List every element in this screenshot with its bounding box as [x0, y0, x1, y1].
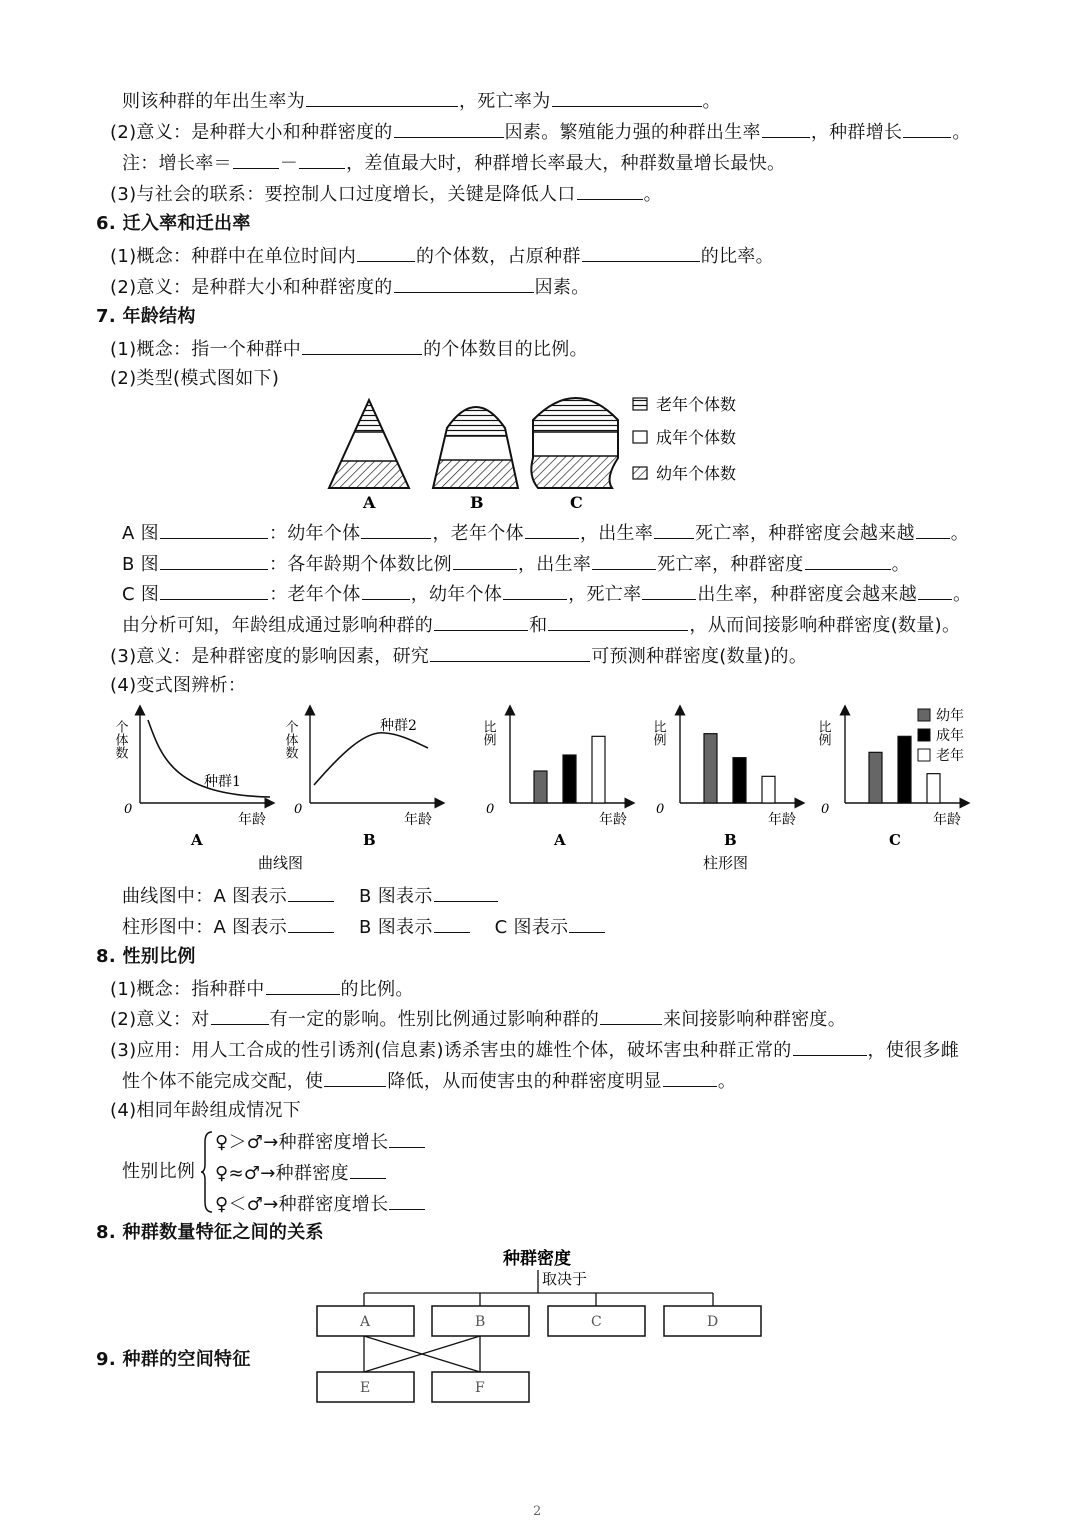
blank[interactable] — [918, 581, 952, 600]
bar-legend-young-swatch — [918, 709, 930, 721]
svg-text:E: E — [360, 1380, 371, 1396]
blank[interactable] — [389, 1191, 425, 1210]
blank[interactable] — [582, 243, 700, 262]
blank[interactable] — [160, 551, 268, 570]
blank[interactable] — [525, 520, 579, 539]
blank[interactable] — [503, 581, 567, 600]
curve-1-label: 种群1 — [204, 774, 241, 790]
text-line-e: (3)意义：是种群密度的影响因素，研究 可预测种群密度(数量)的。 — [110, 643, 807, 669]
blank[interactable] — [569, 914, 605, 933]
box-a — [317, 1306, 414, 1336]
text-line-b: B 图 ：各年龄期个体数比例 ，出生率 死亡率，种群密度 。 — [122, 551, 910, 577]
blank[interactable] — [350, 1160, 386, 1179]
panel-label-a: A — [554, 831, 566, 849]
page-number: 2 — [533, 1504, 542, 1519]
blank[interactable] — [577, 181, 643, 200]
text-line-m: (4)相同年龄组成情况下 — [110, 1100, 302, 1121]
bar-b-young — [704, 734, 717, 803]
blank[interactable] — [663, 1068, 717, 1087]
depends-label: 取决于 — [542, 1270, 588, 1288]
text-line-3: 注：增长率＝ － ，差值最大时，种群增长率最大，种群数量增长最快。 — [122, 150, 785, 176]
panel-label-b: B — [724, 831, 737, 849]
heading-9: 9. 种群的空间特征 — [96, 1349, 251, 1370]
blank[interactable] — [762, 119, 810, 138]
text-line-4: (3)与社会的联系：要控制人口过度增长，关键是降低人口 。 — [110, 181, 662, 207]
legend-old-label: 老年个体数 — [656, 395, 737, 414]
bar-c-old — [927, 774, 940, 803]
pyramid-label-a: A — [363, 493, 376, 512]
bar-chart-b — [651, 710, 801, 849]
heading-7: 7. 年龄结构 — [96, 306, 196, 327]
x-axis-label: 年龄 — [768, 812, 796, 828]
curve-line-2 — [314, 733, 428, 785]
box-b — [432, 1306, 529, 1336]
text-line-d: 由分析可知，年龄组成通过影响种群的 和 ，从而间接影响种群密度(数量)。 — [122, 612, 960, 638]
pyramid-c — [525, 388, 625, 491]
blank[interactable] — [357, 243, 415, 262]
bar-chart-a — [481, 710, 631, 849]
pyramid-b — [425, 398, 525, 488]
blank[interactable] — [430, 643, 590, 662]
panel-label-b: B — [363, 831, 376, 849]
x-axis-label: 年龄 — [238, 812, 266, 828]
blank[interactable] — [642, 581, 696, 600]
sex-ratio-label: 性别比例 — [122, 1161, 196, 1182]
variant-charts — [110, 700, 980, 878]
text-line-i: (1)概念：指种群中 的比例。 — [110, 976, 414, 1002]
blank[interactable] — [160, 581, 268, 600]
bar-caption: 柱形图 — [703, 854, 749, 872]
svg-text:F: F — [475, 1380, 485, 1396]
blank[interactable] — [434, 883, 498, 902]
svg-text:B: B — [475, 1314, 486, 1330]
text-line-7: (1)概念：指一个种群中 的个体数目的比例。 — [110, 336, 588, 362]
bar-legend-young: 幼年 — [936, 708, 964, 724]
text-line-5: (1)概念：种群中在单位时间内 的个体数，占原种群 的比率。 — [110, 243, 774, 269]
blank[interactable] — [266, 976, 340, 995]
blank[interactable] — [324, 1068, 386, 1087]
text-line-6: (2)意义：是种群大小和种群密度的 因素。 — [110, 274, 590, 300]
heading-8: 8. 性别比例 — [96, 946, 196, 967]
legend-adult-label: 成年个体数 — [656, 428, 737, 447]
box-d — [664, 1306, 761, 1336]
curve-chart-b — [283, 710, 441, 849]
age-pyramid-figure — [320, 388, 760, 516]
blank[interactable] — [552, 88, 702, 107]
text-line-h: 柱形图中：A 图表示 B 图表示 C 图表示 — [122, 914, 606, 940]
x-axis-label: 年龄 — [404, 812, 432, 828]
svg-text:C: C — [591, 1314, 602, 1330]
blank[interactable] — [453, 551, 517, 570]
blank[interactable] — [288, 914, 334, 933]
panel-label-c: C — [889, 831, 901, 849]
blank[interactable] — [592, 551, 656, 570]
bar-a-young — [534, 771, 547, 803]
legend-adult-swatch — [633, 431, 647, 443]
blank[interactable] — [362, 581, 410, 600]
curve-caption: 曲线图 — [258, 854, 304, 872]
zero-label: 0 — [656, 802, 665, 817]
zero-label: 0 — [294, 802, 303, 817]
box-f — [432, 1372, 529, 1402]
blank[interactable] — [394, 119, 504, 138]
legend-young-label: 幼年个体数 — [656, 464, 737, 483]
zero-label: 0 — [124, 802, 133, 817]
y-axis-label: 个体数 — [282, 720, 298, 759]
curve-chart-a — [113, 710, 271, 849]
pyramid-a — [320, 400, 420, 488]
text-line-a: A 图 ：幼年个体 ，老年个体 ，出生率 死亡率，种群密度会越来越 。 — [122, 520, 969, 546]
bar-c-adult — [898, 736, 911, 803]
svg-text:A: A — [360, 1314, 371, 1330]
blank[interactable] — [654, 520, 694, 539]
blank[interactable] — [389, 1129, 425, 1148]
bar-legend-adult: 成年 — [936, 728, 964, 744]
text-line-c: C 图 ：老年个体 ，幼年个体 ，死亡率 出生率，种群密度会越来越 。 — [122, 581, 971, 607]
blank[interactable] — [361, 520, 431, 539]
blank[interactable] — [394, 274, 534, 293]
text-line-2: (2)意义：是种群大小和种群密度的 因素。繁殖能力强的种群出生率 ，种群增长 。 — [110, 119, 971, 145]
bar-legend-adult-swatch — [918, 729, 930, 741]
x-axis-label: 年龄 — [599, 812, 627, 828]
blank[interactable] — [434, 914, 470, 933]
blank[interactable] — [288, 883, 334, 902]
blank[interactable] — [916, 520, 950, 539]
text-line-l: 性个体不能完成交配，使 降低，从而使害虫的种群密度明显 。 — [122, 1068, 736, 1094]
heading-6: 6. 迁入率和迁出率 — [96, 213, 251, 234]
y-axis-label: 比例 — [650, 720, 666, 746]
bar-a-old — [592, 736, 605, 803]
pyramid-label-b: B — [470, 493, 484, 512]
legend-young-swatch — [633, 467, 647, 479]
blank[interactable] — [600, 1006, 662, 1025]
sex-ratio-line-1: ♀＞♂→种群密度增长 — [215, 1129, 426, 1155]
pyramid-label-c: C — [570, 493, 583, 512]
blank[interactable] — [548, 612, 688, 631]
bar-c-young — [869, 752, 882, 803]
diagram-title: 种群密度 — [503, 1249, 571, 1269]
text-line-8: (2)类型(模式图如下) — [110, 368, 280, 389]
blank[interactable] — [211, 1006, 269, 1025]
text-line-g: 曲线图中：A 图表示 B 图表示 — [122, 883, 499, 909]
panel-label-a: A — [191, 831, 203, 849]
blank[interactable] — [434, 612, 528, 631]
zero-label: 0 — [821, 802, 830, 817]
bar-legend-old-swatch — [918, 749, 930, 761]
heading-8b: 8. 种群数量特征之间的关系 — [96, 1222, 324, 1243]
blank[interactable] — [160, 520, 268, 539]
bar-b-adult — [733, 758, 746, 803]
box-c — [548, 1306, 645, 1336]
text-line-k: (3)应用：用人工合成的性引诱剂(信息素)诱杀害虫的雄性个体，破坏害虫种群正常的 ，使很多雌 — [110, 1037, 959, 1063]
sex-ratio-line-3: ♀＜♂→种群密度增长 — [215, 1191, 426, 1217]
blank[interactable] — [306, 88, 458, 107]
text-line-f: (4)变式图辨析： — [110, 675, 247, 696]
y-axis-label: 比例 — [480, 720, 496, 746]
y-axis-label: 个体数 — [112, 720, 128, 759]
x-axis-label: 年龄 — [933, 812, 961, 828]
text-line-j: (2)意义：对 有一定的影响。性别比例通过影响种群的 来间接影响种群密度。 — [110, 1006, 846, 1032]
blank[interactable] — [793, 1037, 867, 1056]
box-e — [317, 1372, 414, 1402]
blank[interactable] — [299, 150, 345, 169]
blank[interactable] — [302, 336, 422, 355]
density-relationship-diagram — [310, 1244, 770, 1408]
y-axis-label: 比例 — [815, 720, 831, 746]
sex-ratio-line-2: ♀≈♂→种群密度 — [215, 1160, 387, 1186]
text-line-1: 则该种群的年出生率为 ，死亡率为 。 — [122, 88, 721, 114]
bar-b-old — [762, 776, 775, 803]
blank[interactable] — [233, 150, 279, 169]
blank[interactable] — [805, 551, 891, 570]
bar-legend-old: 老年 — [936, 748, 964, 764]
svg-text:D: D — [707, 1314, 719, 1330]
legend-old-swatch — [633, 398, 647, 410]
blank[interactable] — [903, 119, 951, 138]
bar-a-adult — [563, 755, 576, 803]
curve-2-label: 种群2 — [380, 718, 417, 734]
zero-label: 0 — [486, 802, 495, 817]
brace-icon — [200, 1130, 214, 1214]
